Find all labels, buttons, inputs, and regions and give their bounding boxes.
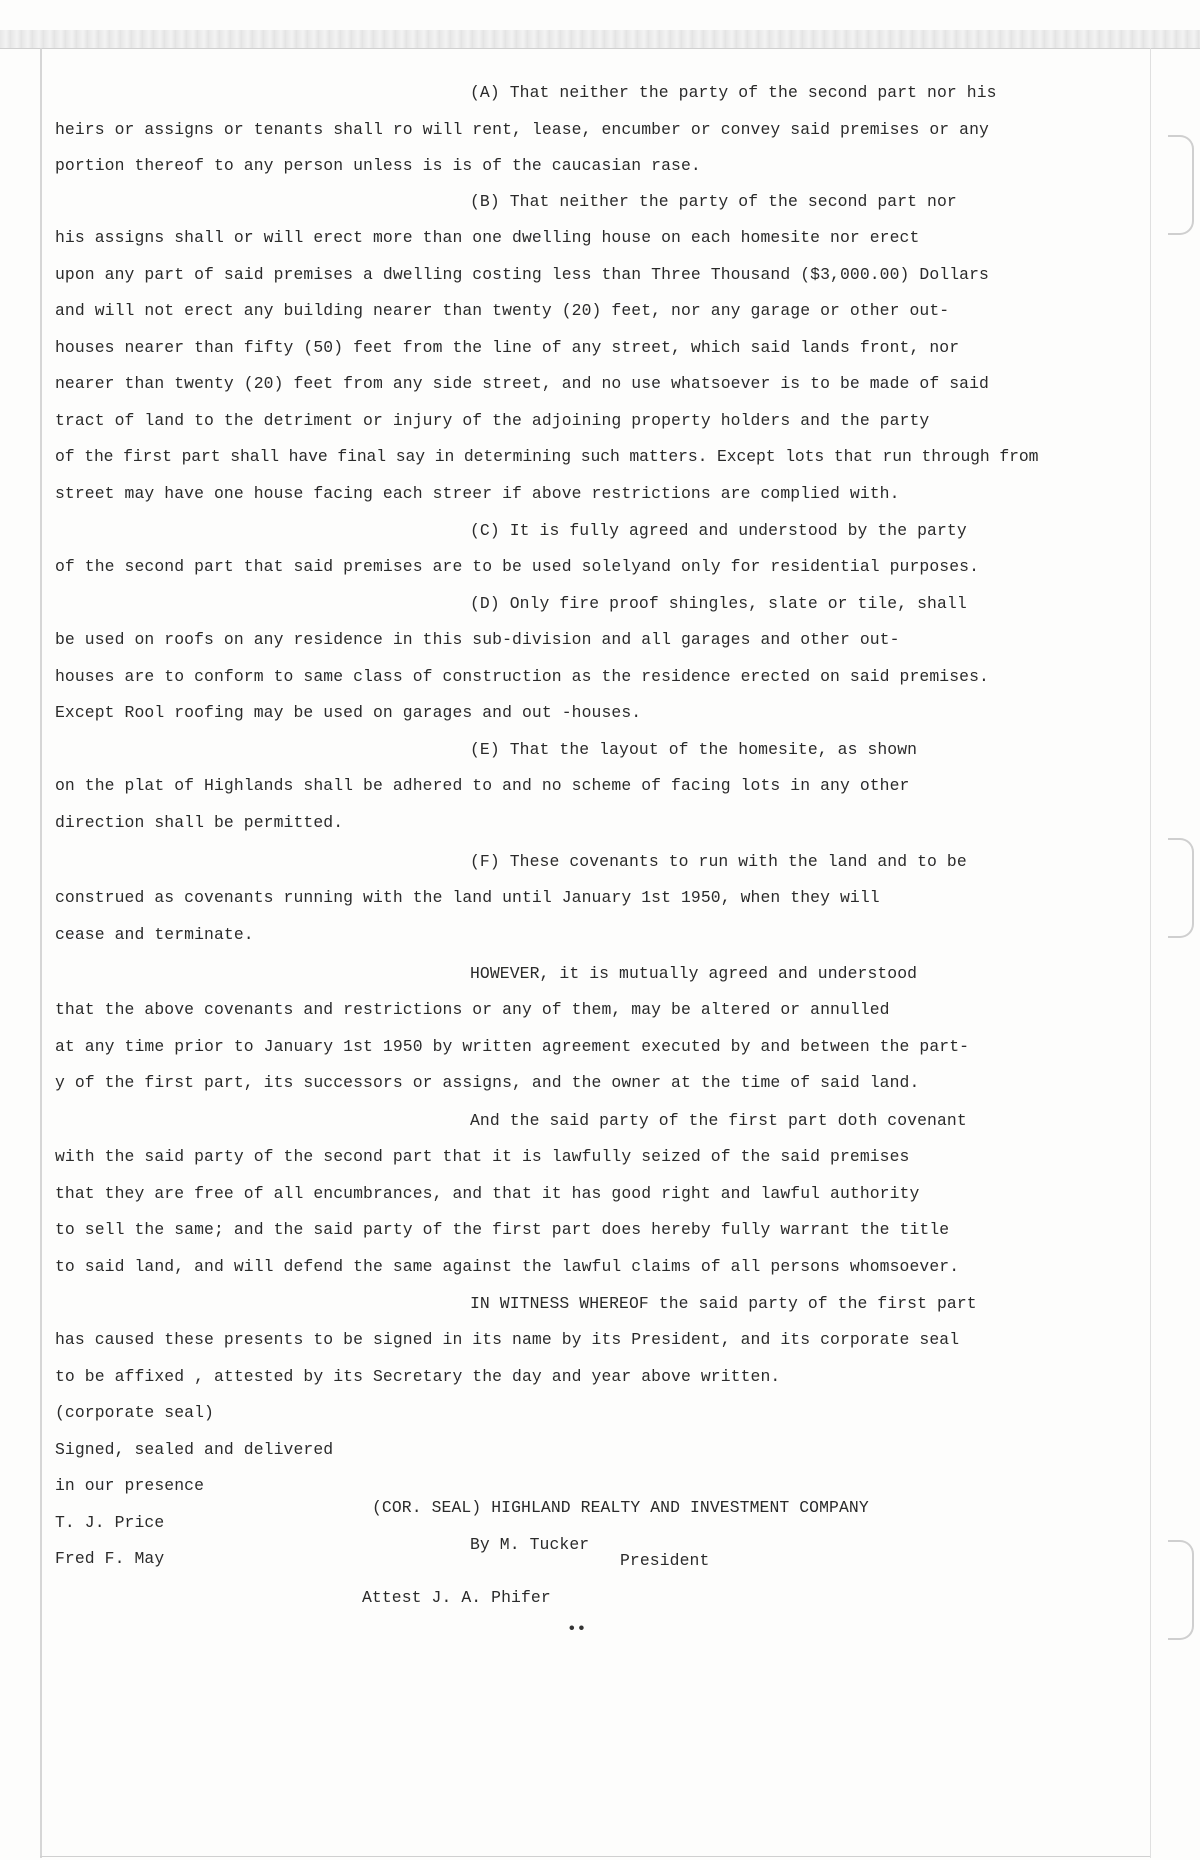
paragraph-f-line: cease and terminate.	[55, 925, 254, 944]
paragraph-however-line: at any time prior to January 1st 1950 by written agreement executed by and between the part-	[55, 1037, 970, 1056]
paragraph-f-line: (F) These covenants to run with the land and to be	[470, 852, 967, 871]
witness-name: Fred F. May	[55, 1549, 165, 1568]
paragraph-warranty-line: with the said party of the second part that it is lawfully seized of the said premises	[55, 1147, 910, 1166]
paragraph-however-line: HOWEVER, it is mutually agreed and understood	[470, 964, 918, 983]
paragraph-witness-line: to be affixed , attested by its Secretary the day and year above written.	[55, 1367, 781, 1386]
paragraph-d-line: Except Rool roofing may be used on garages and out -houses.	[55, 703, 642, 722]
paragraph-warranty-line: And the said party of the first part doth covenant	[470, 1111, 967, 1130]
paragraph-however-line: y of the first part, its successors or assigns, and the owner at the time of said land.	[55, 1073, 920, 1092]
corporate-seal-note: (corporate seal)	[55, 1403, 214, 1422]
paragraph-e-line: on the plat of Highlands shall be adhered to and no scheme of facing lots in any other	[55, 776, 910, 795]
page-left-edge	[40, 48, 42, 1858]
in-presence-line: in our presence	[55, 1476, 205, 1495]
signer-title: President	[620, 1551, 710, 1570]
binder-hole	[1168, 838, 1194, 938]
signed-by: By M. Tucker	[470, 1535, 590, 1554]
company-name: (COR. SEAL) HIGHLAND REALTY AND INVESTMENT COMPANY	[372, 1498, 869, 1517]
paragraph-witness-line: has caused these presents to be signed in its name by its President, and its corporate seal	[55, 1330, 960, 1349]
ink-dots: ••	[567, 1620, 587, 1638]
signed-sealed-line: Signed, sealed and delivered	[55, 1440, 334, 1459]
paragraph-b-line: (B) That neither the party of the second part nor	[470, 192, 957, 211]
paragraph-e-line: (E) That the layout of the homesite, as shown	[470, 740, 918, 759]
paragraph-b-line: of the first part shall have final say in determining such matters. Except lots that run through from	[55, 447, 1039, 466]
scan-top-strip	[0, 30, 1200, 49]
binder-hole	[1168, 1540, 1194, 1640]
paragraph-b-line: houses nearer than fifty (50) feet from the line of any street, which said lands front, nor	[55, 338, 960, 357]
paragraph-d-line: (D) Only fire proof shingles, slate or tile, shall	[470, 594, 967, 613]
paragraph-f-line: construed as covenants running with the land until January 1st 1950, when they will	[55, 888, 880, 907]
paragraph-b-line: nearer than twenty (20) feet from any side street, and no use whatsoever is to be made of said	[55, 374, 989, 393]
paragraph-d-line: houses are to conform to same class of construction as the residence erected on said premises.	[55, 667, 989, 686]
page-right-edge	[1150, 48, 1151, 1858]
paragraph-d-line: be used on roofs on any residence in this sub-division and all garages and other out-	[55, 630, 900, 649]
paragraph-b-line: and will not erect any building nearer than twenty (20) feet, nor any garage or other out-	[55, 301, 950, 320]
paragraph-c-line: (C) It is fully agreed and understood by the party	[470, 521, 967, 540]
paragraph-e-line: direction shall be permitted.	[55, 813, 344, 832]
paragraph-c-line: of the second part that said premises are to be used solelyand only for residential purposes.	[55, 557, 980, 576]
paragraph-warranty-line: to said land, and will defend the same against the lawful claims of all persons whomsoever.	[55, 1257, 960, 1276]
paragraph-b-line: tract of land to the detriment or injury of the adjoining property holders and the party	[55, 411, 930, 430]
paragraph-a-line: portion thereof to any person unless is is of the caucasian rase.	[55, 156, 701, 175]
page-bottom-edge	[40, 1856, 1150, 1857]
attest-line: Attest J. A. Phifer	[362, 1588, 551, 1607]
binder-hole	[1168, 135, 1194, 235]
paragraph-b-line: upon any part of said premises a dwelling costing less than Three Thousand ($3,000.00) Dollars	[55, 265, 989, 284]
witness-name: T. J. Price	[55, 1513, 165, 1532]
paragraph-a-line: heirs or assigns or tenants shall ro will rent, lease, encumber or convey said premises or any	[55, 120, 989, 139]
paragraph-witness-line: IN WITNESS WHEREOF the said party of the first part	[470, 1294, 977, 1313]
paragraph-b-line: his assigns shall or will erect more than one dwelling house on each homesite nor erect	[55, 228, 920, 247]
paragraph-warranty-line: to sell the same; and the said party of the first part does hereby fully warrant the title	[55, 1220, 950, 1239]
paragraph-however-line: that the above covenants and restrictions or any of them, may be altered or annulled	[55, 1000, 890, 1019]
paragraph-a-line: (A) That neither the party of the second part nor his	[470, 83, 997, 102]
paragraph-b-line: street may have one house facing each streer if above restrictions are complied with.	[55, 484, 900, 503]
paragraph-warranty-line: that they are free of all encumbrances, and that it has good right and lawful authority	[55, 1184, 920, 1203]
